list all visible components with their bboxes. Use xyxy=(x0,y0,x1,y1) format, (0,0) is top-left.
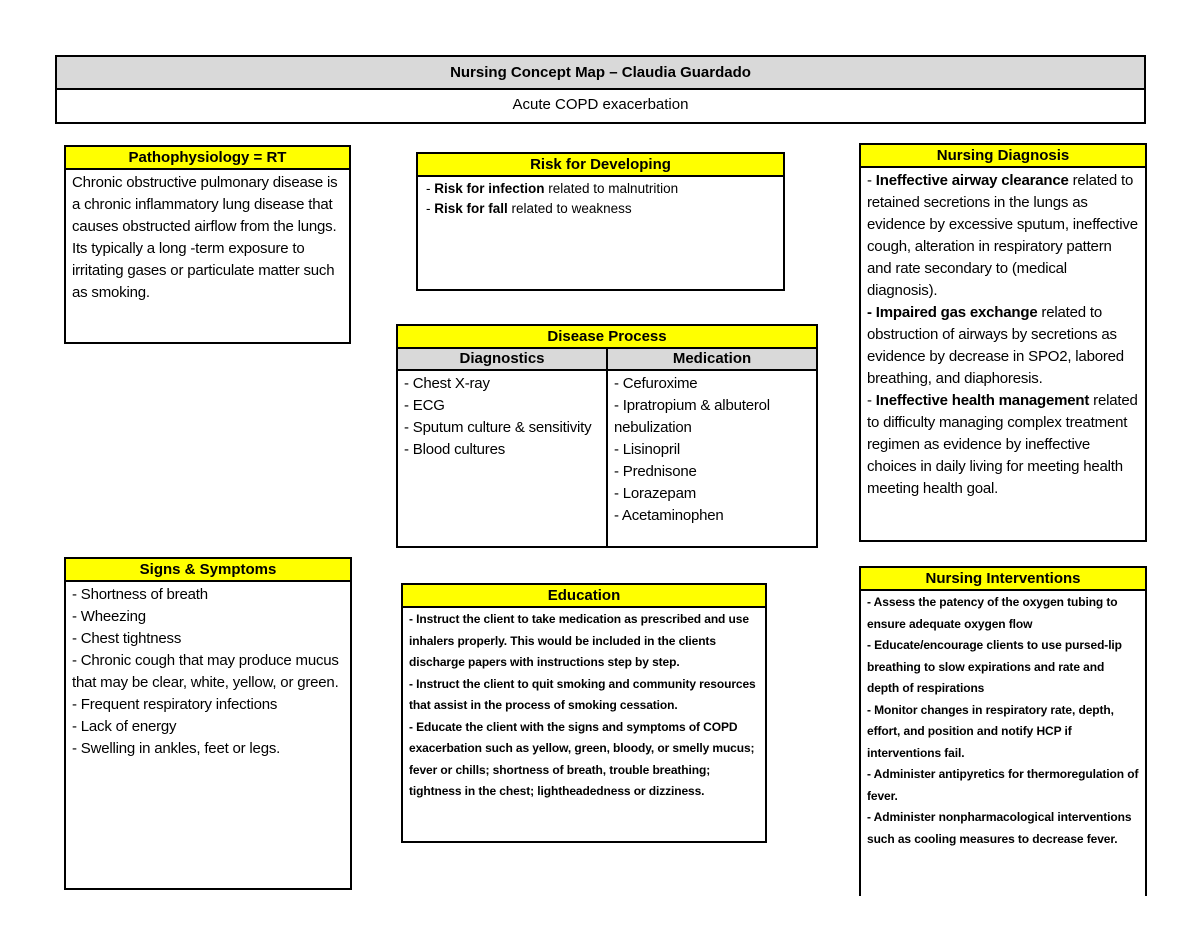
intervention-item: - Assess the patency of the oxygen tubing to ensure adequate oxygen flow xyxy=(867,595,1118,631)
symptom-item: - Shortness of breath xyxy=(72,586,208,603)
medication-item: - Cefuroxime xyxy=(614,375,698,392)
medication-title: Medication xyxy=(608,349,816,371)
medication-item: - Lorazepam xyxy=(614,485,697,502)
diagnosis-item: - Impaired gas exchange related to obstruction of airways by secretions as evidence by decrease in SPO2, labored breathing, and diaphoresis. xyxy=(867,304,1124,387)
diagnosis-item: - Ineffective airway clearance related to retained secretions in the lungs as evidence by excessive sputum, ineffective cough, alteration in respiratory pattern and rate secondary to (medical diagnosis). xyxy=(867,172,1138,299)
symptom-item: - Lack of energy xyxy=(72,718,177,735)
medication-item: - Lisinopril xyxy=(614,441,680,458)
page-subtitle: Acute COPD exacerbation xyxy=(512,96,689,113)
pathophysiology-box xyxy=(64,145,351,344)
diagnostics-title: Diagnostics xyxy=(398,349,606,371)
disease-process-box xyxy=(396,324,818,548)
risk-item: - Risk for fall related to weakness xyxy=(426,201,632,216)
intervention-item: - Administer nonpharmacological interventions such as cooling measures to decrease fever. xyxy=(867,810,1132,846)
nursing-interventions-list xyxy=(861,591,1145,851)
risk-item: - Risk for infection related to malnutrition xyxy=(426,181,679,196)
pathophysiology-text: Chronic obstructive pulmonary disease is a chronic inflammatory lung disease that causes obstructed airflow from the lungs. Its typically a long -term exposure to irritating gases or particulate matter such as smoking. xyxy=(72,174,338,301)
nursing-diagnosis-box xyxy=(859,143,1147,542)
symptom-item: - Chest tightness xyxy=(72,630,182,647)
diagnostic-item: - Chest X-ray xyxy=(404,375,490,392)
symptom-item: - Chronic cough that may produce mucus that may be clear, white, yellow, or green. xyxy=(72,652,339,691)
medication-column xyxy=(606,349,816,546)
nursing-interventions-box xyxy=(859,566,1147,896)
signs-symptoms-title: Signs & Symptoms xyxy=(66,559,350,582)
nursing-diagnosis-list xyxy=(861,168,1145,502)
signs-symptoms-box xyxy=(64,557,352,890)
education-list xyxy=(403,608,765,804)
signs-symptoms-list xyxy=(66,582,350,762)
pathophysiology-title: Pathophysiology = RT xyxy=(66,147,349,170)
nursing-diagnosis-title: Nursing Diagnosis xyxy=(861,145,1145,168)
medication-list xyxy=(608,371,816,529)
risk-list xyxy=(418,177,783,221)
education-item: - Educate the client with the signs and symptoms of COPD exacerbation such as yellow, green, bloody, or smelly mucus; fever or chills; shortness of breath, trouble breathing; tightness in the chest; lightheadedness or dizziness. xyxy=(409,719,755,798)
education-item: - Instruct the client to take medication as prescribed and use inhalers properly. This would be included in the clients discharge papers with instructions step by step. xyxy=(409,612,749,669)
diagnostics-column xyxy=(398,349,606,546)
nursing-interventions-title: Nursing Interventions xyxy=(861,568,1145,591)
medication-item: - Acetaminophen xyxy=(614,507,724,524)
medication-item: - Ipratropium & albuterol nebulization xyxy=(614,397,770,436)
diagnostic-item: - ECG xyxy=(404,397,445,414)
education-box xyxy=(401,583,767,843)
symptom-item: - Wheezing xyxy=(72,608,146,625)
disease-process-title: Disease Process xyxy=(398,326,816,349)
diagnostics-list xyxy=(398,371,606,463)
risk-box xyxy=(416,152,785,291)
diagnostic-item: - Blood cultures xyxy=(404,441,506,458)
intervention-item: - Educate/encourage clients to use pursed-lip breathing to slow expirations and rate and depth of respirations xyxy=(867,638,1122,695)
symptom-item: - Swelling in ankles, feet or legs. xyxy=(72,740,281,757)
page-title: Nursing Concept Map – Claudia Guardado xyxy=(57,57,1144,90)
education-title: Education xyxy=(403,585,765,608)
medication-item: - Prednisone xyxy=(614,463,697,480)
diagnostic-item: - Sputum culture & sensitivity xyxy=(404,419,592,436)
intervention-item: - Administer antipyretics for thermoregulation of fever. xyxy=(867,767,1139,803)
diagnosis-item: - Ineffective health management related to difficulty managing complex treatment regimen as evidence by ineffective choices in daily living for meeting health meeting health goal. xyxy=(867,392,1138,497)
symptom-item: - Frequent respiratory infections xyxy=(72,696,278,713)
header-box xyxy=(55,55,1146,124)
education-item: - Instruct the client to quit smoking and community resources that assist in the process of smoking cessation. xyxy=(409,676,756,712)
risk-title: Risk for Developing xyxy=(418,154,783,177)
intervention-item: - Monitor changes in respiratory rate, depth, effort, and position and notify HCP if interventions fail. xyxy=(867,702,1114,760)
